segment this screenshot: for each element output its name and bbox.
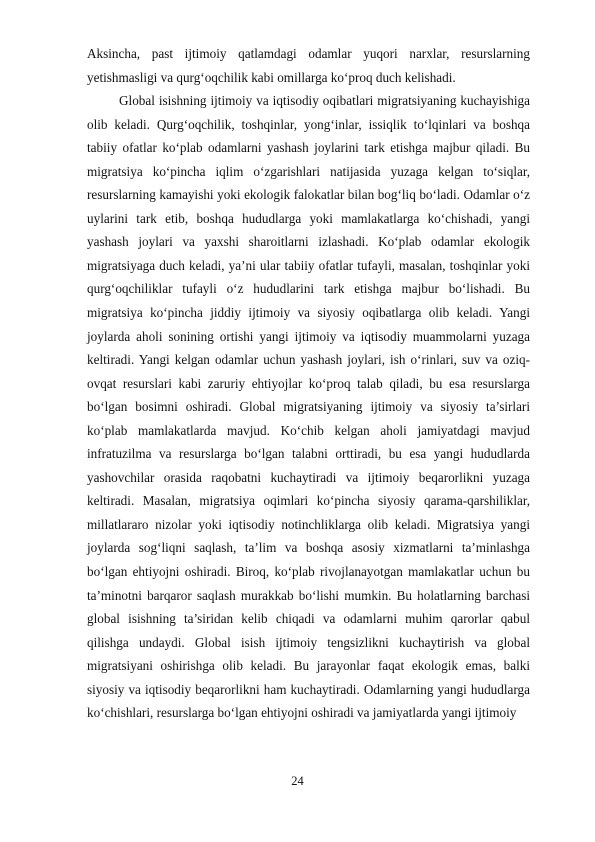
paragraph-migration: Global isishning ijtimoiy va iqtisodiy oqibatlari migratsiyaning kuchayishiga olib keladi. Qurg‘oqchilik, toshqinlar, yong‘inlar, issiqlik to‘lqinlari va boshqa tabiiy ofatlar ko‘plab odamlarni yashash joylarini tark etishga majbur qiladi. Bu migratsiya ko‘pincha iqlim o‘zgarishlari natijasida yuzaga kelgan to‘siqlar, resurslarning kamayishi yoki ekologik falokatlar bilan bog‘liq bo‘ladi. Odamlar o‘z uylarini tark etib, boshqa hududlarga yoki mamlakatlarga ko‘chishadi, yangi yashash joylari va yaxshi sharoitlarni izlashadi. Ko‘plab odamlar ekologik migratsiyaga duch keladi, ya’ni ular tabiiy ofatlar tufayli, masalan, toshqinlar yoki qurg‘oqchiliklar tufayli o‘z hududlarini tark etishga majbur bo‘lishadi. Bu migratsiya ko‘pincha jiddiy ijtimoiy va siyosiy oqibatlarga olib keladi. Yangi joylarda aholi sonining ortishi yangi ijtimoiy va iqtisodiy muammolarni yuzaga keltiradi. Yangi kelgan odamlar uchun yashash joylari, ish o‘rinlari, suv va oziq-ovqat resurslari kabi zaruriy ehtiyojlar ko‘proq talab qiladi, bu esa resurslarga bo‘lgan bosimni oshiradi. Global migratsiyaning ijtimoiy va siyosiy ta’sirlari ko‘plab mamlakatlarda mavjud. Ko‘chib kelgan aholi jamiyatdagi mavjud infratuzilma va resurslarga bo‘lgan talabni orttiradi, bu esa yangi hududlarda yashovchilar orasida raqobatni kuchaytiradi va ijtimoiy beqarorlikni yuzaga keltiradi. Masalan, migratsiya oqimlari ko‘pincha siyosiy qarama-qarshiliklar, millatlararo nizolar yoki iqtisodiy notinchliklarga olib keladi. Migratsiya yangi joylarda sog‘liqni saqlash, ta’lim va boshqa asosiy xizmatlarni ta’minlashga bo‘lgan ehtiyojni oshiradi. Biroq, ko‘plab rivojlanayotgan mamlakatlar uchun bu ta’minotni barqaror saqlash murakkab bo‘lishi mumkin. Bu holatlarning barchasi global isishning ta’siridan kelib chiqadi va odamlarni muhim qarorlar qabul qilishga undaydi. Global isish ijtimoiy tengsizlikni kuchaytirish va global migratsiyani oshirishga olib keladi. Bu jarayonlar faqat ekologik emas, balki siyosiy va iqtisodiy beqarorlikni ham kuchaytiradi. Odamlarning yangi hududlarga ko‘chishlari, resurslarga bo‘lgan ehtiyojni oshiradi va jamiyatlarda yangi ijtimoiy: [87, 93, 530, 721]
page-number: 24: [291, 774, 304, 788]
body-text: [87, 42, 530, 725]
paragraph-continuation: Aksincha, past ijtimoiy qatlamdagi odamlar yuqori narxlar, resurslarning yetishmasligi va qurg‘oqchilik kabi omillarga ko‘proq duch kelishadi.: [87, 46, 530, 85]
